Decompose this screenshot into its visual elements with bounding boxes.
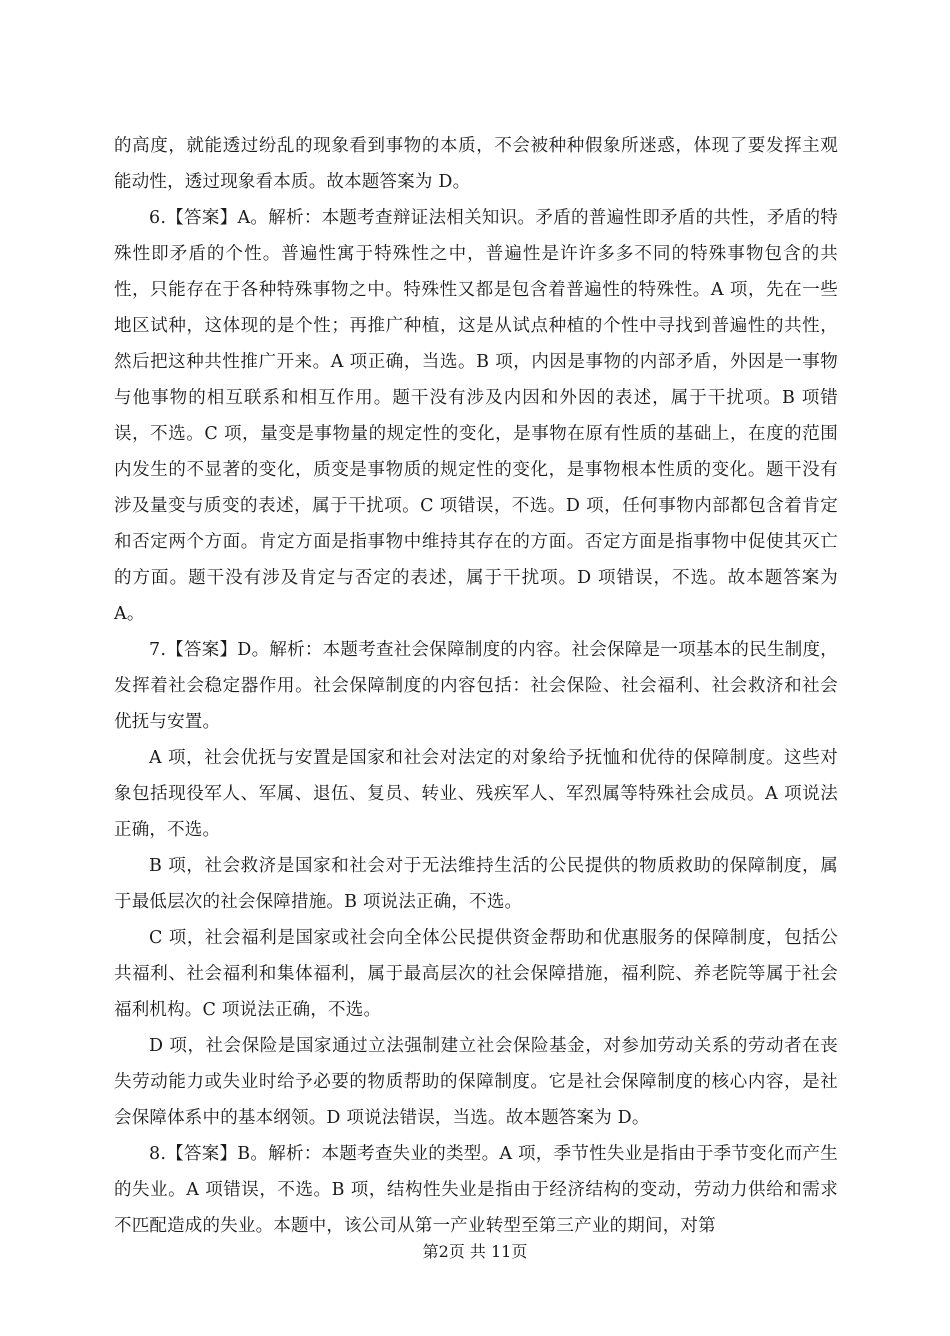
paragraph-q6-answer: 6.【答案】A。解析：本题考查辩证法相关知识。矛盾的普遍性即矛盾的共性，矛盾的特殊性即矛盾的个性。普遍性寓于特殊性之中，普遍性是许许多多不同的特殊事物包含的共性，只能存在于各种特殊事物之中。特殊性又都是包含着普遍性的特殊性。A 项，先在一些地区试种，这体现的是个性；再推广种植，这是从试点种植的个性中寻找到普遍性的共性，然后把这种共性推广开来。A 项正确，当选。B 项，内因是事物的内部矛盾，外因是一事物与他事物的相互联系和相互作用。题干没有涉及内因和外因的表述，属于干扰项。B 项错误，不选。C 项，量变是事物量的规定性的变化，是事物在原有性质的基础上，在度的范围内发生的不显著的变化，质变是事物质的规定性的变化，是事物根本性质的变化。题干没有涉及量变与质变的表述，属于干扰项。C 项错误，不选。D 项，任何事物内部都包含着肯定和否定两个方面。肯定方面是指事物中维持其存在的方面。否定方面是指事物中促使其灭亡的方面。题干没有涉及肯定与否定的表述，属于干扰项。D 项错误，不选。故本题答案为 A。: [114, 208, 838, 624]
paragraph-q7-option-d: D 项，社会保险是国家通过立法强制建立社会保险基金，对参加劳动关系的劳动者在丧失劳动能力或失业时给予必要的物质帮助的保障制度。它是社会保障制度的核心内容，是社会保障体系中的基本纲领。D 项说法错误，当选。故本题答案为 D。: [114, 1036, 838, 1128]
paragraph-q7-option-b: B 项，社会救济是国家和社会对于无法维持生活的公民提供的物质救助的保障制度，属于最低层次的社会保障措施。B 项说法正确，不选。: [114, 856, 838, 912]
document-body: [114, 128, 838, 1244]
paragraph-q5-continuation: 的高度，就能透过纷乱的现象看到事物的本质，不会被种种假象所迷惑，体现了要发挥主观能动性，透过现象看本质。故本题答案为 D。: [114, 136, 838, 192]
paragraph-q7-answer: 7.【答案】D。解析：本题考查社会保障制度的内容。社会保障是一项基本的民生制度，发挥着社会稳定器作用。社会保障制度的内容包括：社会保险、社会福利、社会救济和社会优抚与安置。: [114, 640, 838, 732]
paragraph-q7-option-c: C 项，社会福利是国家或社会向全体公民提供资金帮助和优惠服务的保障制度，包括公共福利、社会福利和集体福利，属于最高层次的社会保障措施，福利院、养老院等属于社会福利机构。C 项说法正确，不选。: [114, 928, 838, 1020]
page-number-footer: 第2页 共 11页: [422, 1242, 528, 1261]
paragraph-q8-answer: 8.【答案】B。解析：本题考查失业的类型。A 项，季节性失业是指由于季节变化而产生的失业。A 项错误，不选。B 项，结构性失业是指由于经济结构的变动，劳动力供给和需求不匹配造成的失业。本题中，该公司从第一产业转型至第三产业的期间，对第: [114, 1144, 838, 1236]
paragraph-q7-option-a: A 项，社会优抚与安置是国家和社会对法定的对象给予抚恤和优待的保障制度。这些对象包括现役军人、军属、退伍、复员、转业、残疾军人、军烈属等特殊社会成员。A 项说法正确，不选。: [114, 748, 838, 840]
